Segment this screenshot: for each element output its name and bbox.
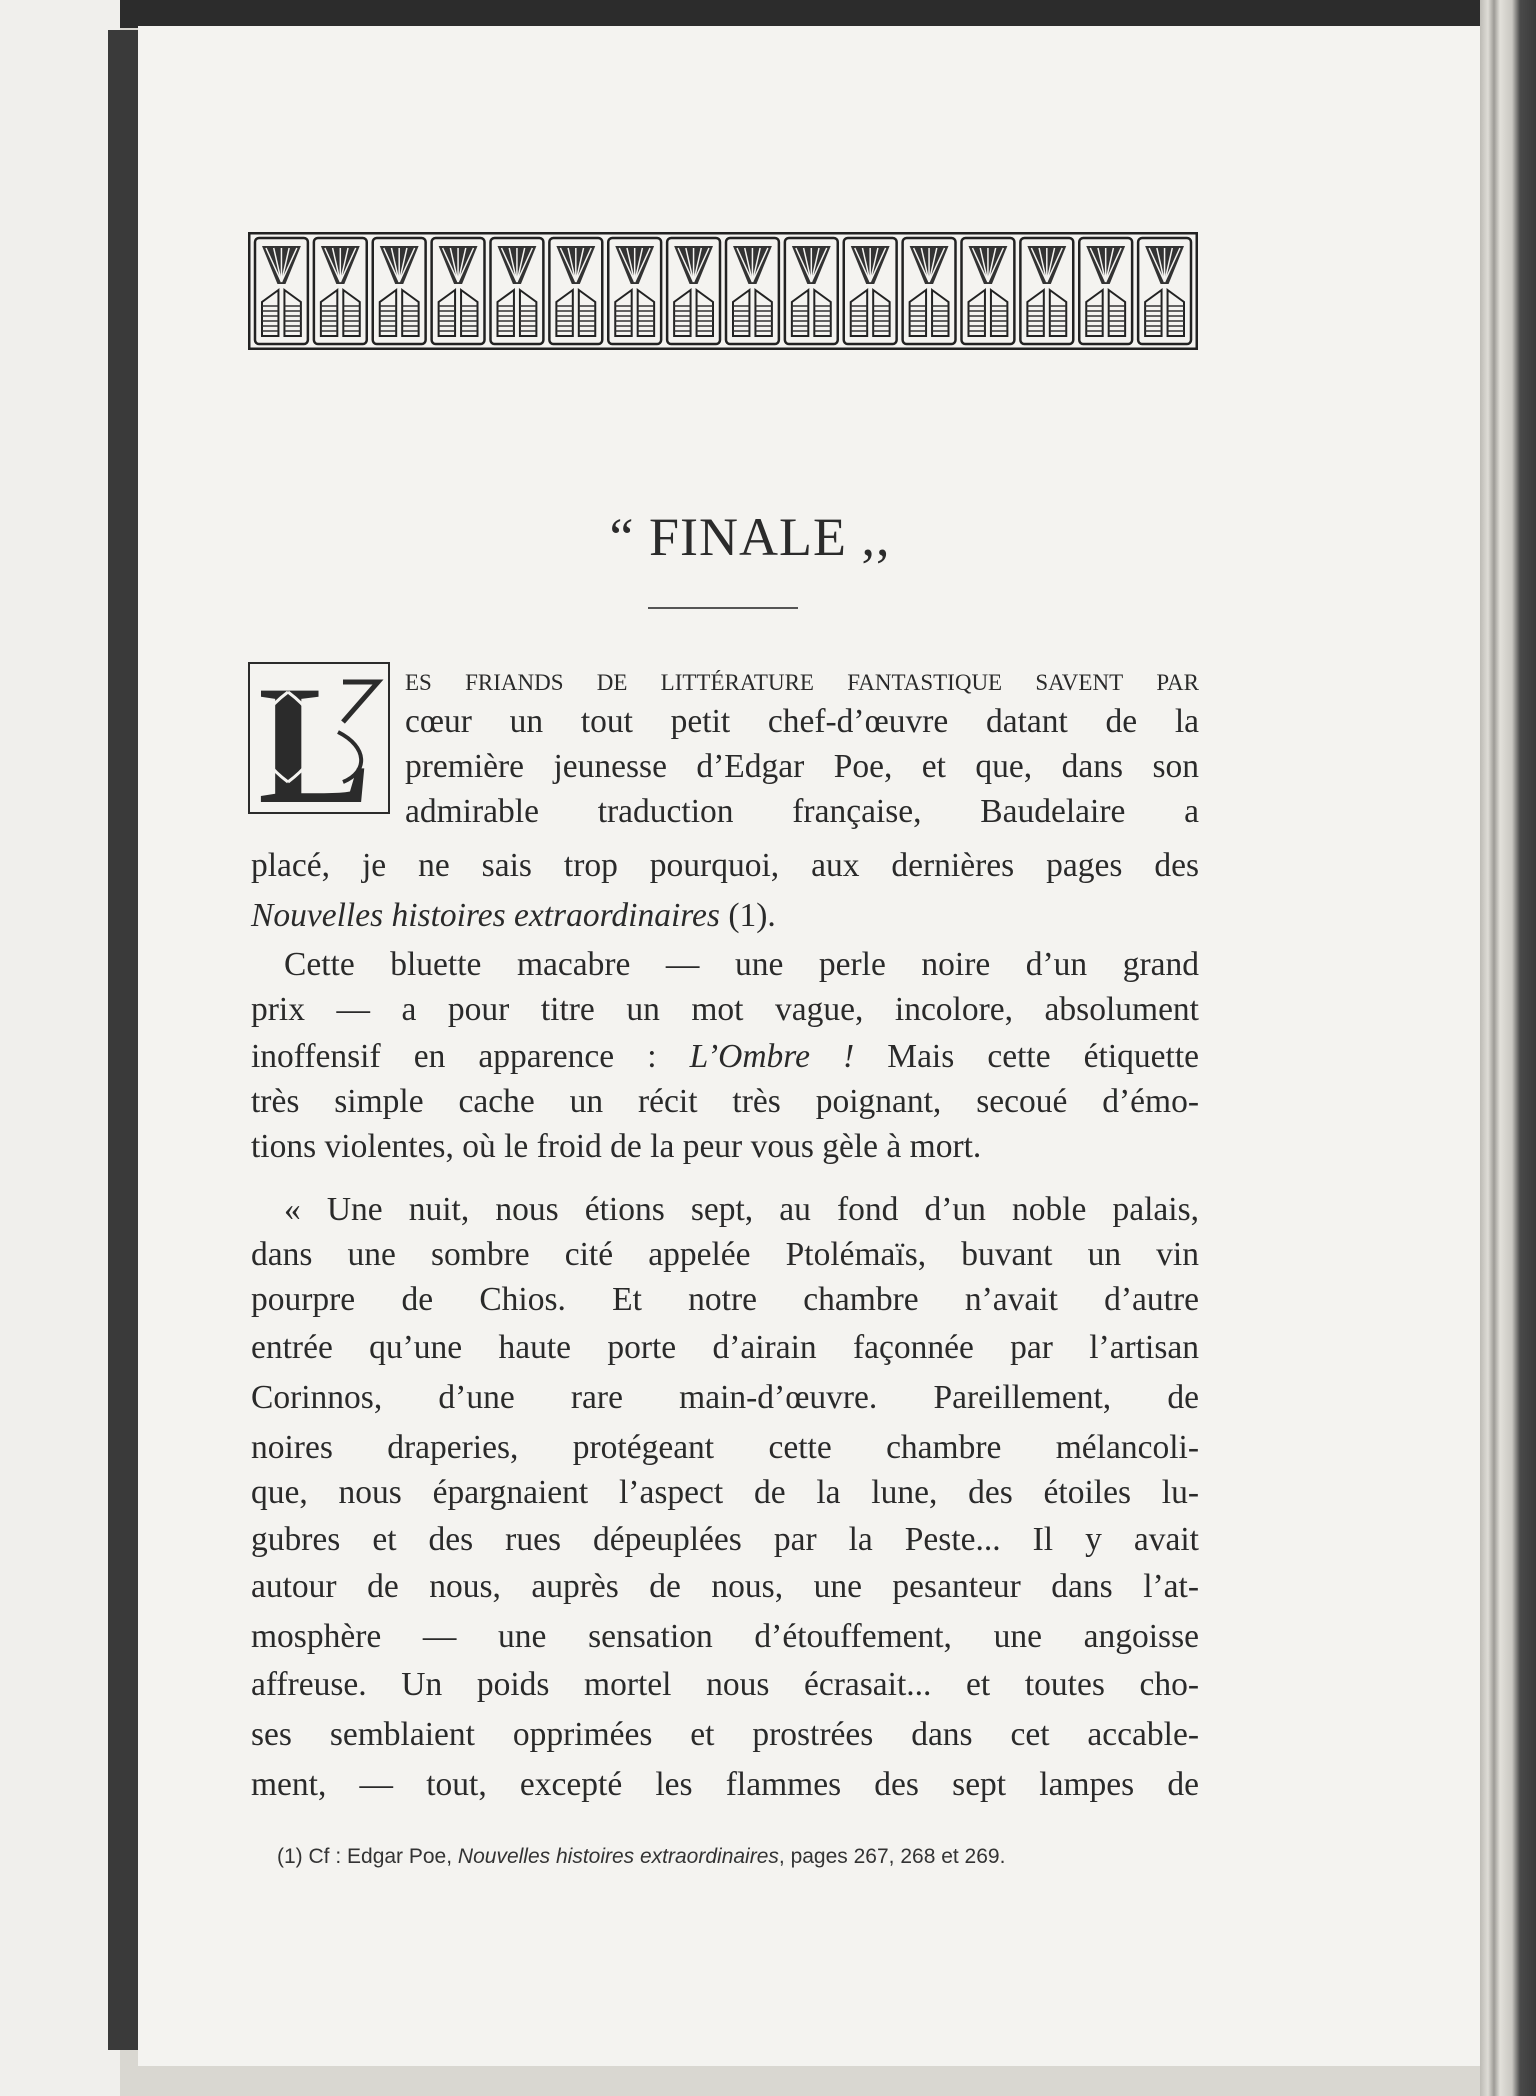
paragraph-1-line-4: admirable traduction française, Baudelaire a	[405, 793, 1199, 830]
paragraph-3-line-12: ses semblaient opprimées et prostrées dans cet accable-	[251, 1716, 1199, 1753]
paragraph-1-line-1: es friands de littérature fantastique savent par	[405, 661, 1199, 698]
footnote: (1) Cf : Edgar Poe, Nouvelles histoires extraordinaires, pages 267, 268 et 269.	[277, 1845, 1006, 1868]
paragraph-3-line-2: dans une sombre cité appelée Ptolémaïs, buvant un vin	[251, 1236, 1199, 1273]
paragraph-1-line-6: Nouvelles histoires extraordinaires (1).	[251, 897, 776, 934]
paragraph-3-line-1: « Une nuit, nous étions sept, au fond d’un noble palais,	[284, 1191, 1199, 1228]
facing-page-edge	[0, 0, 120, 2096]
paragraph-3-line-10: mosphère — une sensation d’étouffement, une angoisse	[251, 1618, 1199, 1655]
paragraph-3-line-5: Corinnos, d’une rare main-d’œuvre. Pareillement, de	[251, 1379, 1199, 1416]
book-spine-shadow	[108, 30, 138, 2050]
chapter-title: “ FINALE ,,	[609, 507, 891, 567]
title-rule	[648, 607, 798, 609]
paragraph-3-line-4: entrée qu’une haute porte d’airain façonnée par l’artisan	[251, 1329, 1199, 1366]
paragraph-3-line-13: ment, — tout, excepté les flammes des sept lampes de	[251, 1766, 1199, 1803]
page-stack-edge	[1480, 0, 1536, 2096]
paragraph-3-line-8: gubres et des rues dépeuplées par la Peste... Il y avait	[251, 1521, 1199, 1558]
paragraph-3-line-9: autour de nous, auprès de nous, une pesanteur dans l’at-	[251, 1568, 1199, 1605]
paragraph-3-line-11: affreuse. Un poids mortel nous écrasait... et toutes cho-	[251, 1666, 1199, 1703]
paragraph-3-line-6: noires draperies, protégeant cette chambre mélancoli-	[251, 1429, 1199, 1466]
paragraph-2-line-3: inoffensif en apparence : L’Ombre ! Mais cette étiquette	[251, 1038, 1199, 1075]
scan-top-edge	[0, 0, 1536, 28]
paragraph-2-line-1: Cette bluette macabre — une perle noire d’un grand	[284, 946, 1199, 983]
drop-cap-letter: L	[258, 662, 372, 814]
paragraph-2-line-5: tions violentes, où le froid de la peur vous gèle à mort.	[251, 1128, 982, 1165]
drop-cap-initial	[248, 662, 390, 814]
paragraph-1-line-2: cœur un tout petit chef-d’œuvre datant de la	[405, 703, 1199, 740]
ornamental-header-band	[248, 232, 1198, 350]
paragraph-1-line-3: première jeunesse d’Edgar Poe, et que, dans son	[405, 748, 1199, 785]
paragraph-2-line-4: très simple cache un récit très poignant, secoué d’émo-	[251, 1083, 1199, 1120]
paragraph-3-line-3: pourpre de Chios. Et notre chambre n’avait d’autre	[251, 1281, 1199, 1318]
paragraph-1-line-5: placé, je ne sais trop pourquoi, aux dernières pages des	[251, 847, 1199, 884]
paragraph-2-line-2: prix — a pour titre un mot vague, incolore, absolument	[251, 991, 1199, 1028]
paragraph-3-line-7: que, nous épargnaient l’aspect de la lune, des étoiles lu-	[251, 1474, 1199, 1511]
